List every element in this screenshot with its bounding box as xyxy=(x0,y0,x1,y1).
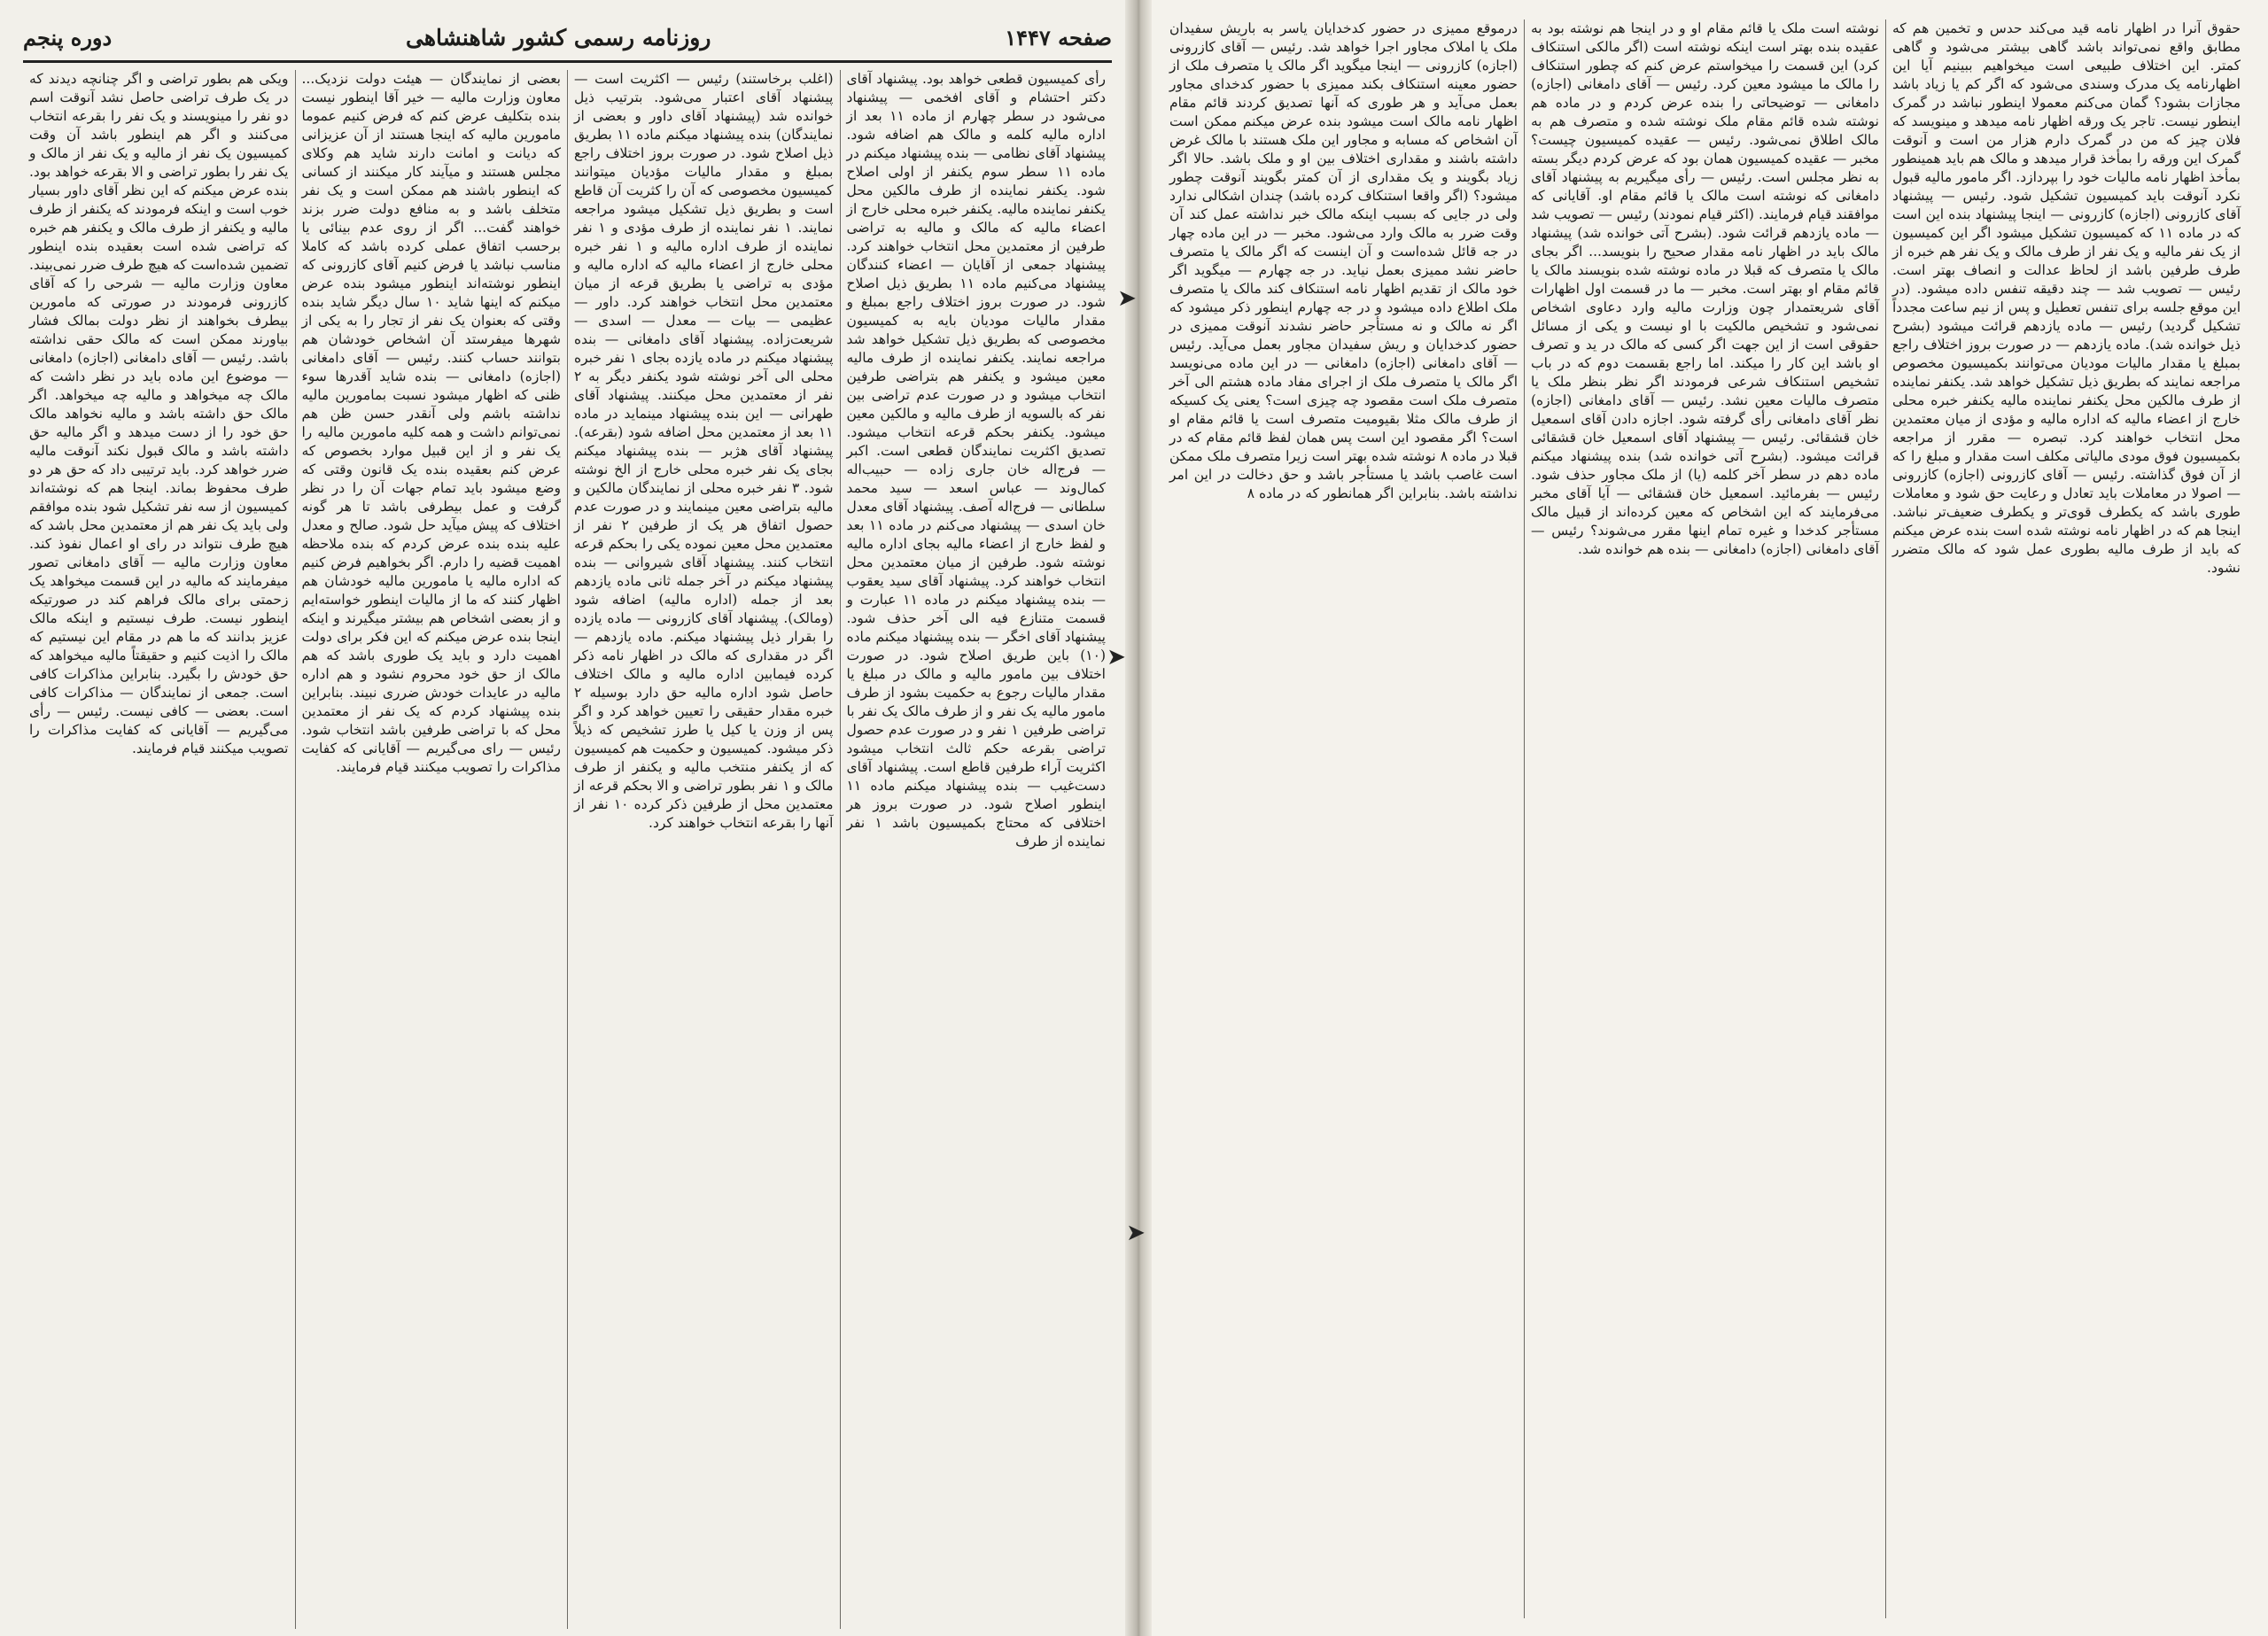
margin-arrow-icon: ➤ xyxy=(1126,1220,1146,1246)
page-header-left xyxy=(23,19,1112,55)
margin-arrow-icon: ➤ xyxy=(1117,285,1137,312)
text-column: حقوق آنرا در اظهار نامه قید می‌کند حدس و تخمین هم که مطابق واقع نمی‌تواند باشد گاهی بیشتر می‌شود و گاهی کمتر. این اختلاف طبیعی است میخواهیم ببینیم آیا این اظهارنامه یک مدرک وسندی می‌شود که اگر کم یا زیاد باشد مجازات بشود؟ گمان می‌کنم معمولا اینطور نباشد در گمرک اینطور نیست. تاجر یک ورقه اظهار نامه میدهد و مینویسد که فلان چیز که من در گمرک دارم هزار من است و آنوقت گمرک این ورقه را بمأخذ قرار میدهد و مالک هم باید همینطور بمأخذ اظهار نامه مالیات خود را بپردازد. اگر مامور مالیه قبول نکرد آنوقت باید کمیسیون تشکیل شود. رئیس — پیشنهاد آقای کازرونی (اجازه) کازرونی — اینجا پیشنهاد بنده این است که در ماده ۱۱ که کمیسیون تشکیل میشود اگر این کمیسیون از یک نفر مالیه و یک نفر از طرف مالک و یک نفر هم خبره از طرف طرفین باشد از لحاظ عدالت و انصاف بهتر است. رئیس — تصویب شد — چند دقیقه تنفس داده میشود. (در این موقع جلسه برای تنفس تعطیل و پس از نیم ساعت مجدداً تشکیل گردید) رئیس — ماده یازدهم قرائت میشود (بشرح ذیل خوانده شد). ماده یازدهم — در صورت بروز اختلاف راجع بمبلغ یا مقدار مالیات مودیان می‌توانند بکمیسیون مخصوص مراجعه نمایند که بطریق ذیل تشکیل خواهد شد. یکنفر نماینده از طرف مالکین محل یکنفر نماینده مالیه یکنفر خبره محلی خارج از اعضاء مالیه که اداره مالیه و مؤدی از میان معتمدین محل انتخاب خواهند کرد. تبصره — مقرر از مراجعه بکمیسیون فوق مودی مالیاتی مکلف است مقدار و مبلغ را که از آن فوق گذاشته. رئیس — آقای کازرونی (اجازه) کازرونی — اصولا در معاملات باید تعادل و رعایت حق شود و معاملات طوری باشد که یکطرف قوی‌تر و یکطرف ضعیف‌تر نباشد. اینجا هم که در اظهار نامه نوشته شده است بنده عرض میکنم که باید از طرف مالیه بطوری عمل شود که مالک متضرر نشود. xyxy=(1885,19,2247,1618)
header-rule xyxy=(23,60,1112,63)
columns-left xyxy=(23,70,1112,1629)
columns-right xyxy=(1163,19,2247,1618)
margin-arrow-icon: ➤ xyxy=(1107,644,1126,671)
newspaper-title: روزنامه رسمی کشور شاهنشاهی xyxy=(405,24,711,50)
text-column: رأی کمیسیون قطعی خواهد بود. پیشنهاد آقای دکتر احتشام و آقای افخمی — پیشنهاد می‌شود در سطر چهارم از ماده ۱۱ بعد از اداره مالیه کلمه و مالک هم اضافه شود. پیشنهاد آقای نظامی — بنده پیشنهاد میکنم در ماده ۱۱ سطر سوم یکنفر از اولی اصلاح شود. یکنفر نماینده از طرف مالکین محل یکنفر نماینده مالیه. یکنفر خبره محلی خارج از اعضاء مالیه که مالک و مالیه به تراضی طرفین از معتمدین محل انتخاب خواهند کرد. پیشنهاد جمعی از آقایان — اعضاء کنندگان پیشنهاد می‌کنیم ماده ۱۱ بطریق ذیل اصلاح شود. در صورت بروز اختلاف راجع بمبلغ و مقدار مالیات مودیان بایه به کمیسیون مخصوصی که بطریق ذیل تشکیل خواهد شد مراجعه نمایند. یکنفر نماینده از طرف مالیه معین میشود و یکنفر هم بتراضی طرفین انتخاب میشود و در صورت عدم تراضی بین نفر که بالسویه از طرف مالیه و مالکین معین میشود. یکنفر بحکم قرعه انتخاب میشود. تصدیق اکثریت نمایندگان قطعی است. اکبر — فرج‌اله خان جاری زاده — حبیب‌اله کمال‌وند — عباس اسعد — سید محمد سلطانی — فرج‌اله آصف. پیشنهاد آقای معدل خان اسدی — پیشنهاد می‌کنم در ماده ۱۱ بعد و لفظ خارج از اعضاء مالیه بجای اداره مالیه نوشته شود. طرفین از میان معتمدین محل انتخاب خواهند کرد. پیشنهاد آقای سید یعقوب — بنده پیشنهاد میکنم در ماده ۱۱ عبارت و قسمت متنازع فیه الی آخر حذف شود. پیشنهاد آقای اخگر — بنده پیشنهاد میکنم ماده (۱۰) باین طریق اصلاح شود. در صورت اختلاف بین مامور مالیه و مالک در مبلغ یا مقدار مالیات رجوع به حکمیت بشود از طرف مامور مالیه یک نفر و از طرف مالک یک نفر با تراضی طرفین ۱ نفر و در صورت عدم حصول تراضی بقرعه حکم ثالث انتخاب میشود اکثریت آراء طرفین قاطع است. پیشنهاد آقای دست‌غیب — بنده پیشنهاد میکنم ماده ۱۱ اینطور اصلاح شود. در صورت بروز هر اختلافی که محتاج بکمیسیون باشد ۱ نفر نماینده از طرف xyxy=(840,70,1113,1629)
text-column: درموقع ممیزی در حضور کدخدایان یاسر به باریش سفیدان ملک یا املاک مجاور اجرا خواهد شد. رئیس — آقای کازرونی (اجازه) کازرونی — اینجا میگوید اگر مالک یا متصرف ملک از حضور معینه استنکاف بکند ممیزی با حضور کدخدای مجاور بعمل می‌آید و هر طوری که آنها تصدیق کردند قائم مقام اظهار نامه مالک است میشود بنده عرض میکنم ممکن است آن اشخاص که مسابه و مجاور این ملک هستند با مالک غرض داشته باشند و مقداری اختلاف بین او و ملک باشد. حالا اگر زیاد بگویند و یک مقداری از آن کمتر بگویند آنوقت چطور میشود؟ (اگر واقعا استنکاف کرده باشد) چندان اشکالی ندارد ولی در جایی که بسبب اینکه مالک خبر نداشته عمل کند آن وقت ضرر به مالک وارد می‌شود. مخبر — در این ماده چهار در جه قائل شده‌است و آن اینست که اگر مالک یا متصرف حاضر نشد ممیزی بعمل نیاید. در جه چهارم — میگوید اگر خود مالک از تقدیم اظهار نامه استنکاف کند مالک یا متصرف ملک اطلاع داده میشود و در جه چهارم اینطور ذکر میشود که اگر نه مالک و نه مستأجر حاضر نشدند آنوقت ممیزی در حضور کدخدایان و ریش سفیدان مجاور بعمل می‌آید. رئیس — آقای دامغانی (اجازه) دامغانی — در این ماده می‌نویسد اگر مالک یا متصرف ملک از اجرای مفاد ماده هشتم الی آخر متصرف ملک است مقصود چه چیزی است؟ یعنی یک کسیکه از طرف مالک مثلا بقیومیت متصرف است یا قائم مقام او است؟ اگر مقصود این است پس همان لفظ قائم مقام که در قبلا در ماده ۸ نوشته شده بهتر است زیرا متصرف ملک ممکن است غاصب باشد یا مستأجر باشد و حق دخالت در این امر نداشته باشد. بنابراین اگر همانطور که در ماده ۸ xyxy=(1169,20,1518,501)
page-number: صفحه ۱۴۴۷ xyxy=(1005,24,1112,50)
text-column: بعضی از نمایندگان — هیئت دولت نزدیک... معاون وزارت مالیه — خیر آقا اینطور نیست بنده بتکلیف عرض کنم که فرض کنیم عموما مامورین مالیه که اینجا هستند از آن عزیزانی که دیانت و امانت دارند شاید هم وکلای مجلس هستند و میآیند کار میکنند از کسانی که اینطور باشند هم ممکن است و یک نفر متخلف باشد و به منافع دولت ضرر بزند خواهند گفت... اگر از روی عدم بینائی یا برحسب اتفاق عملی کرده باشد که کاملا مناسب نباشد یا فرض کنیم آقای کازرونی که اینطور نوشته‌اند اینطور میشود بنده عرض میکنم که اینها شاید ۱۰ سال دیگر شاید بنده وقتی که بعنوان یک نفر از تجار را به یکی از شهرها میفرستد آن اشخاص خودشان هم بتوانند حساب کنند. رئیس — آقای دامغانی (اجازه) دامغانی — بنده شاید آقدرها سوء ظنی که اظهار میشود نسبت بمامورین مالیه نداشته باشم ولی آنقدر حسن ظن هم نمی‌توانم داشت و همه کلیه مامورین مالیه را یک نفر و از این قبیل موارد بخصوص که عرض کنم بعقیده بنده یک قانون وقتی که وضع میشود باید تمام جهات آن را در نظر گرفت و عمل بیطرفی باشد تا هر گونه اختلاف که پیش میآید حل شود. صالح و معدل علیه بنده بنده عرض کردم که بنده ملاحظه اهمیت قضیه را دارم. اگر بخواهیم فرض کنیم که اداره مالیه یا مامورین مالیه خودشان هم اظهار کنند که ما از مالیات اینطور خواسته‌ایم و از بعضی اشخاص هم بیشتر میگیرند و اینکه اینجا بنده عرض میکنم که این فکر برای دولت اهمیت دارد و باید یک طوری باشد که هم مالک از حق خود محروم نشود و هم اداره مالیه در عایدات خودش ضرری نبیند. بنابراین بنده پیشنهاد کردم که یک نفر از معتمدین محل که با تراضی طرفین باشد انتخاب شود. رئیس — رای می‌گیریم — آقایانی که کفایت مذاکرات را تصویب میکنند قیام فرمایند. xyxy=(295,70,568,1629)
text-column: (اغلب برخاستند) رئیس — اکثریت است — پیشنهاد آقای اعتبار می‌شود. بترتیب ذیل خوانده شد (پیشنهاد آقای داور و بعضی از نمایندگان) بنده پیشنهاد میکنم ماده ۱۱ بطریق ذیل اصلاح شود. در صورت بروز اختلاف راجع بمبلغ و مقدار مالیات مؤدیان میتوانند کمیسیون مخصوصی که آن را کثریت آن قاطع است و بطریق ذیل تشکیل میشود مراجعه نمایند. ۱ نفر نماینده از طرف مؤدی و ۱ نفر نماینده از طرف اداره مالیه و ۱ نفر خبره محلی خارج از اعضاء مالیه که اداره مالیه و مؤدی به تراضی یا بطریق قرعه از میان معتمدین محل انتخاب خواهند کرد. داور — عظیمی — بیات — معدل — اسدی — شریعت‌زاده. پیشنهاد آقای دامغانی — بنده پیشنهاد میکنم در ماده یازده بجای ۱ نفر خبره محلی الی آخر نوشته شود یکنفر دیگر به ۲ نفر از معتمدین محل میکنند. پیشنهاد آقای طهرانی — این بنده پیشنهاد مینماید در ماده ۱۱ بعد از معتمدین محل اضافه شود (بقرعه). پیشنهاد آقای هژبر — بنده پیشنهاد میکنم بجای یک نفر خبره محلی خارج از الخ نوشته شود. ۳ نفر خبره محلی از نمایندگان مالکین و مالیه بتراضی معین مینمایند و در صورت عدم حصول اتفاق هر یک از طرفین ۲ نفر از معتمدین محل معین نموده یکی را بحکم قرعه انتخاب کنند. پیشنهاد آقای شیروانی — بنده پیشنهاد میکنم در آخر جمله ثانی ماده یازدهم بعد از جمله (اداره مالیه) اضافه شود (ومالک). پیشنهاد آقای کازرونی — ماده یازده را بقرار ذیل پیشنهاد میکنم. ماده یازدهم — اگر در مقداری که مالک در اظهار نامه ذکر کرده فیمابین اداره مالیه و مالک اختلاف حاصل شود اداره مالیه حق دارد بوسیله ۲ خبره مقدار حقیقی را تعیین خواهد کرد و اگر پس از وزن یا کیل یا طرز تشخیص که ذیلاً ذکر میشود. کمیسیون و حکمیت هم کمیسیون که از یکنفر منتخب مالیه و یکنفر از طرف مالک و ۱ نفر بطور تراضی و الا بحکم قرعه از معتمدین محل از طرفین ذکر کرده ۱۰ نفر از آنها را بقرعه انتخاب خواهند کرد. xyxy=(567,70,840,1629)
page-gutter xyxy=(1125,0,1152,1636)
volume-label: دوره پنجم xyxy=(23,24,113,50)
text-column: ویکی هم بطور تراضی و اگر چنانچه دیدند که در یک طرف تراضی حاصل نشد آنوقت اسم دو نفر را مینویسند و یک نفر را بقرعه انتخاب می‌کنند و اگر هم اینطور باشد آن وقت کمیسیون یک نفر از مالیه و یک نفر از مالک و یک نفر را بطور تراضی و الا بقرعه خواهد بود. بنده عرض میکنم که این نظر آقای داور بسیار خوب است و اینکه فرمودند که یکنفر از طرف مالیه و یکنفر از طرف مالک و یکنفر هم خبره که تراضی شده است بعقیده بنده اینطور تضمین شده‌است که هیچ طرف ضرر نمی‌بیند. معاون وزارت مالیه — شرحی را که آقای کازرونی فرمودند در صورتی که مامورین بیطرف بخواهند از نظر دولت بمالک فشار بیاورند ممکن است که مالک حقی نداشته باشد. رئیس — آقای دامغانی (اجازه) دامغانی — موضوع این ماده باید در نظر داشت که مالک چه میخواهد و مالیه چه میخواهد. اگر مالک حق داشته باشد و مالیه نخواهد مالک حق خود را از دست میدهد و اگر مالیه حق داشته باشد و مالک قبول نکند آنوقت مالیه ضرر خواهد کرد. باید ترتیبی داد که حق هر دو طرف محفوظ بماند. اینجا هم که نوشته‌اند کمیسیون از سه نفر تشکیل شود بنده موافقم ولی باید یک نفر هم از معتمدین محل باشد که هیچ طرف نتواند در رای او اعمال نفوذ کند. معاون وزارت مالیه — آقای دامغانی تصور میفرمایند که مالیه در این قسمت میخواهد یک زحمتی برای مالک فراهم کند در صورتیکه اینطور نیست. طرف نیستیم و اینکه مالک عزیز بدانند که ما هم در مقام این نیستیم که مالک را اذیت کنیم و حقیقتاً مالیه میخواهد که حق خودش را بگیرد. بنابراین مذاکرات کافی است. جمعی از نمایندگان — مذاکرات کافی است. بعضی — کافی نیست. رئیس — رأی می‌گیریم — آقایانی که کفایت مذاکرات را تصویب میکنند قیام فرمایند. xyxy=(29,71,289,756)
text-column: نوشته است ملک یا قائم مقام او و در اینجا هم نوشته بود به عقیده بنده بهتر است اینکه نوشته است (اگر مالکی استنکاف کرد) این قسمت را میخواستم عرض کنم که چطور استنکاف را مالک ما میشود معین کرد. رئیس — آقای دامغانی (اجازه) دامغانی — توضیحاتی را بنده عرض کردم و در ماده هم نوشته شده قائم مقام ملک نوشته شده و متصرف هم به مالک اطلاق نمی‌شود. رئیس — عقیده کمیسیون چیست؟ مخبر — عقیده کمیسیون همان بود که عرض کردم دیگر بسته به نظر مجلس است. رئیس — رأی میگیریم به پیشنهاد آقای دامغانی که نوشته است مالک یا قائم مقام او. آقایانی که موافقند قیام فرمایند. (اکثر قیام نمودند) رئیس — تصویب شد — ماده یازدهم قرائت شود. (بشرح آتی خوانده شد) پیشنهاد مالک باید در اظهار نامه مقدار صحیح را بنویسد... اگر بجای مالک یا متصرف که قبلا در ماده نوشته شده بنویسند مالک یا قائم مقام او بهتر است. مخبر — ما در قسمت اول اظهارات آقای شریعتمدار چون وزارت مالیه وارد دعاوی اشخاص نمی‌شود و تشخیص مالکیت با او نیست و یکی از مسائل حقوقی است از این جهت اگر کسی که مالک در ید و تصرف او باشد این کار را میکند. اما راجع بقسمت دوم که در باب تشخیص استنکاف شرعی فرمودند اگر نظر بنظر ملک یا متصرف مالیات معین نشد. رئیس — آقای دامغانی (اجازه) نظر آقای دامغانی رأی گرفته شود. اجازه دادن آقای اسمعیل خان قشقائی. رئیس — پیشنهاد آقای اسمعیل خان قشقائی قرائت میشود. (بشرح آتی خوانده شد) بنده پیشنهاد میکنم ماده دهم در سطر آخر کلمه (یا) از ملک مجاور حذف شود. رئیس — بفرمائید. اسمعیل خان قشقائی — آیا آقای مخبر می‌فرمایند که این اشخاص که معین کرده‌اند از قبیل مالک مستأجر کدخدا و غیره تمام اینها مقرر می‌شوند؟ رئیس — آقای دامغانی (اجازه) دامغانی — بنده هم خوانده شد. xyxy=(1524,19,1885,1618)
page-right xyxy=(1138,0,2268,1636)
